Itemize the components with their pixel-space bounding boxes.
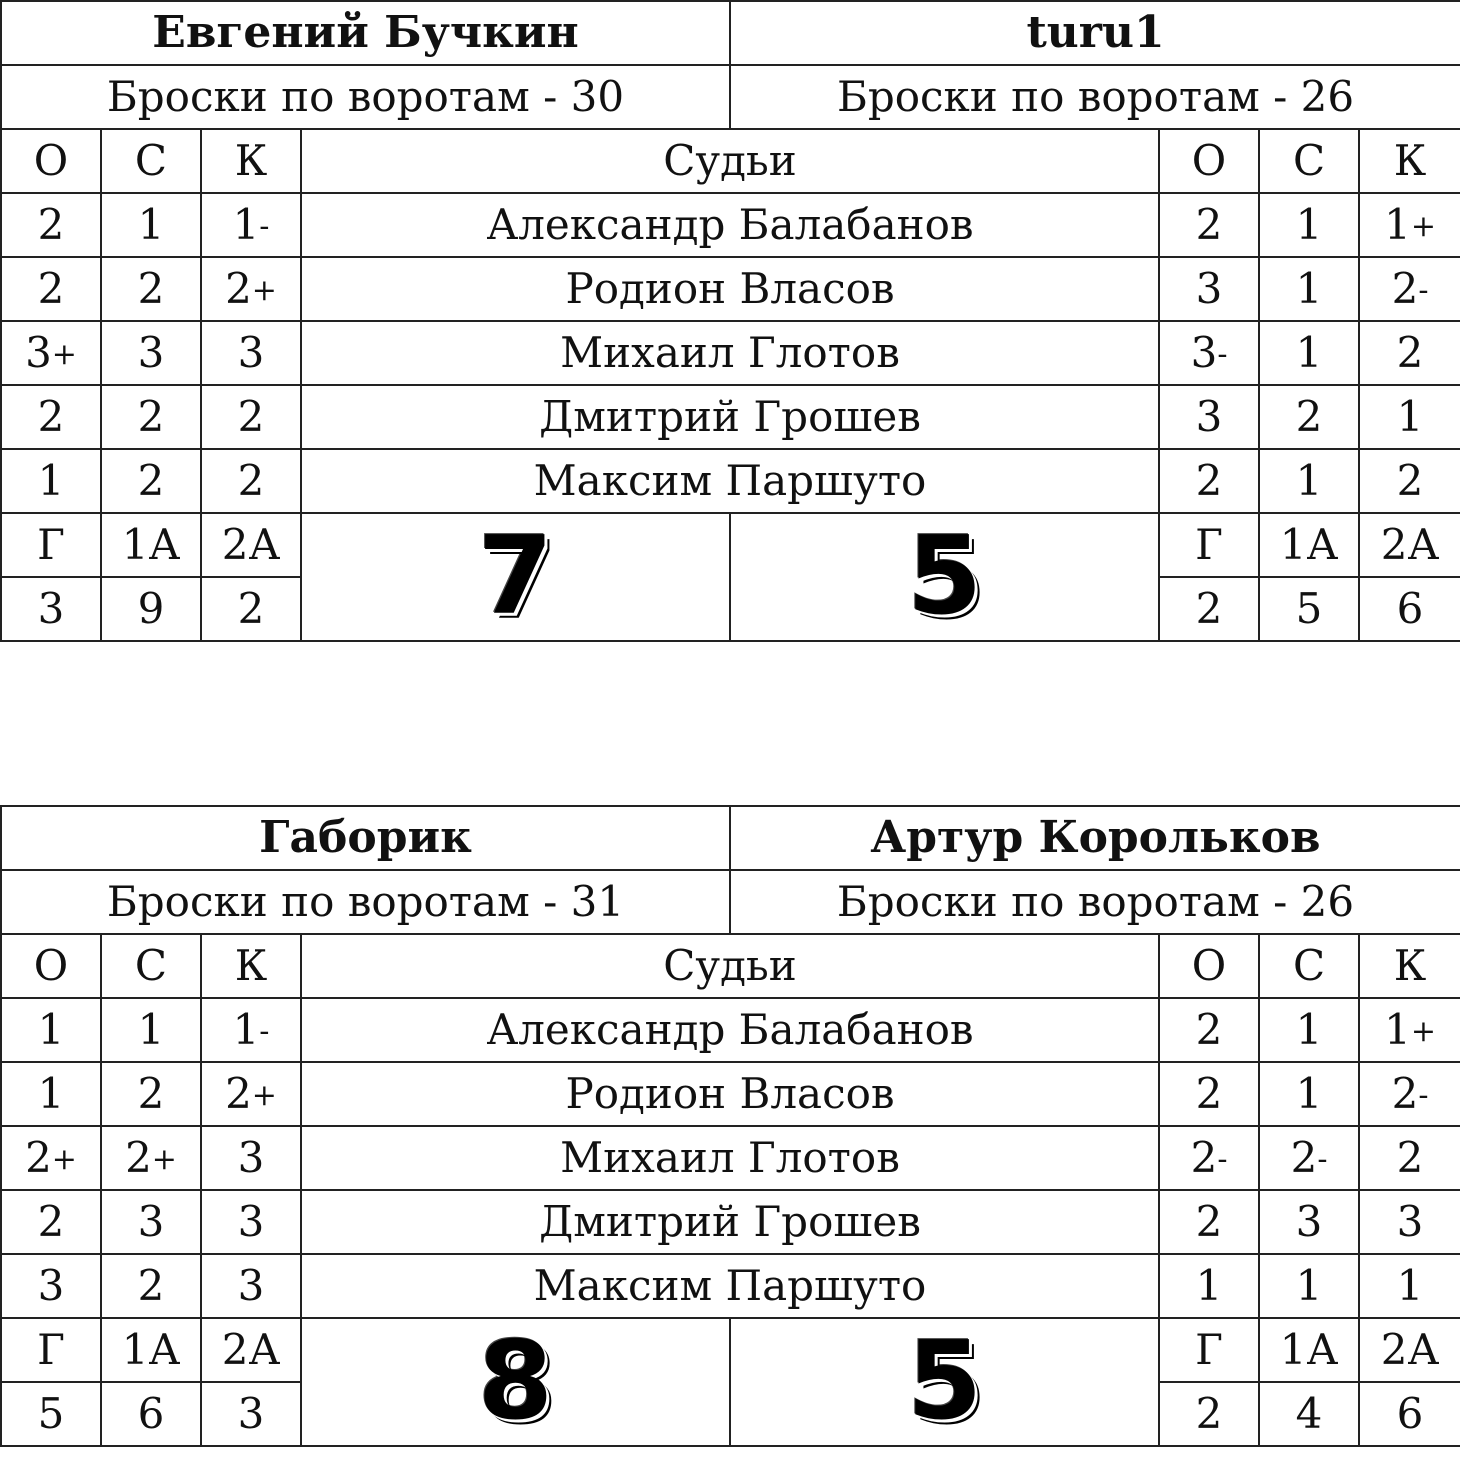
summary-label: 2А	[1359, 1318, 1460, 1382]
grade-cell: 2	[101, 385, 201, 449]
match-card-1	[0, 0, 1460, 642]
grade-modifier: +	[51, 337, 77, 372]
grade-cell: 2	[1359, 449, 1460, 513]
summary-value: 2	[1159, 577, 1259, 641]
grade-cell: 3-	[1159, 321, 1259, 385]
summary-value: 3	[1, 577, 101, 641]
judge-name: Дмитрий Грошев	[301, 1190, 1159, 1254]
summary-label: Г	[1, 1318, 101, 1382]
judge-name: Родион Власов	[301, 1062, 1159, 1126]
grade-cell: 1	[1159, 1254, 1259, 1318]
right-col-header: С	[1259, 129, 1359, 193]
summary-value: 2	[201, 577, 301, 641]
grade-modifier: -	[1317, 1142, 1328, 1177]
grade-cell: 2	[1359, 321, 1460, 385]
grade-cell: 1	[1259, 321, 1359, 385]
match-card-2	[0, 805, 1460, 1447]
summary-label: 2А	[201, 1318, 301, 1382]
right-player-name: turu1	[730, 1, 1460, 65]
judge-name: Родион Власов	[301, 257, 1159, 321]
grade-cell: 3	[201, 1254, 301, 1318]
grade-cell: 3+	[1, 321, 101, 385]
grade-modifier: +	[1410, 1014, 1436, 1049]
grade-cell: 2-	[1159, 1126, 1259, 1190]
grade-cell: 2	[101, 257, 201, 321]
left-col-header: С	[101, 129, 201, 193]
left-col-header: С	[101, 934, 201, 998]
summary-label: Г	[1159, 513, 1259, 577]
summary-label: 1А	[1259, 513, 1359, 577]
left-player-name: Габорик	[1, 806, 730, 870]
grade-cell: 2	[101, 1254, 201, 1318]
grade-cell: 2	[1159, 998, 1259, 1062]
left-col-header: К	[201, 934, 301, 998]
grade-cell: 2	[201, 449, 301, 513]
grade-cell: 2	[101, 1062, 201, 1126]
grade-cell: 2+	[101, 1126, 201, 1190]
judges-header: Судьи	[301, 934, 1159, 998]
judge-name: Александр Балабанов	[301, 193, 1159, 257]
grade-cell: 2-	[1359, 1062, 1460, 1126]
judge-name: Михаил Глотов	[301, 1126, 1159, 1190]
left-shots-on-goal: Броски по воротам - 30	[1, 65, 730, 129]
grade-cell: 1	[1, 1062, 101, 1126]
left-col-header: О	[1, 934, 101, 998]
right-col-header: К	[1359, 934, 1460, 998]
summary-value: 5	[1259, 577, 1359, 641]
grade-cell: 2	[1, 385, 101, 449]
grade-cell: 2-	[1259, 1126, 1359, 1190]
summary-value: 6	[1359, 1382, 1460, 1446]
grade-cell: 1	[1259, 257, 1359, 321]
judge-name: Максим Паршуто	[301, 449, 1159, 513]
grade-cell: 1-	[201, 193, 301, 257]
summary-label: Г	[1, 513, 101, 577]
judge-row	[1, 998, 1460, 1062]
left-col-header: К	[201, 129, 301, 193]
grade-modifier: +	[151, 1142, 177, 1177]
grade-cell: 1	[1259, 193, 1359, 257]
grade-cell: 2	[1159, 1062, 1259, 1126]
grade-cell: 2	[1159, 449, 1259, 513]
judge-row	[1, 1062, 1460, 1126]
grade-cell: 2	[1, 257, 101, 321]
left-shots-on-goal: Броски по воротам - 31	[1, 870, 730, 934]
grade-cell: 1+	[1359, 193, 1460, 257]
left-player-name: Евгений Бучкин	[1, 1, 730, 65]
judge-row	[1, 257, 1460, 321]
summary-value: 4	[1259, 1382, 1359, 1446]
grade-cell: 3	[101, 1190, 201, 1254]
summary-value: 2	[1159, 1382, 1259, 1446]
right-col-header: С	[1259, 934, 1359, 998]
right-total-score: 5	[730, 1318, 1159, 1446]
grade-cell: 2+	[201, 257, 301, 321]
grade-cell: 3	[201, 1126, 301, 1190]
grade-modifier: +	[251, 273, 277, 308]
judge-name: Александр Балабанов	[301, 998, 1159, 1062]
match-table	[0, 0, 1460, 642]
grade-cell: 3	[1359, 1190, 1460, 1254]
judge-row	[1, 193, 1460, 257]
summary-value: 9	[101, 577, 201, 641]
grade-cell: 2	[1359, 1126, 1460, 1190]
grade-cell: 1	[1, 998, 101, 1062]
judge-name: Михаил Глотов	[301, 321, 1159, 385]
grade-cell: 3	[201, 1190, 301, 1254]
judge-row	[1, 1126, 1460, 1190]
judge-name: Максим Паршуто	[301, 1254, 1159, 1318]
grade-cell: 1+	[1359, 998, 1460, 1062]
grade-cell: 2-	[1359, 257, 1460, 321]
left-total-score: 7	[301, 513, 730, 641]
summary-value: 5	[1, 1382, 101, 1446]
summary-label: 1А	[101, 513, 201, 577]
judge-row	[1, 385, 1460, 449]
grade-modifier: +	[251, 1078, 277, 1113]
left-col-header: О	[1, 129, 101, 193]
right-col-header: О	[1159, 129, 1259, 193]
grade-cell: 1	[1259, 1254, 1359, 1318]
grade-cell: 2	[1159, 193, 1259, 257]
grade-cell: 1	[101, 193, 201, 257]
grade-modifier: -	[259, 1014, 270, 1049]
grade-modifier: -	[259, 209, 270, 244]
grade-modifier: +	[51, 1142, 77, 1177]
right-total-score: 5	[730, 513, 1159, 641]
judge-name: Дмитрий Грошев	[301, 385, 1159, 449]
right-col-header: О	[1159, 934, 1259, 998]
summary-label: 1А	[101, 1318, 201, 1382]
grade-cell: 3	[1259, 1190, 1359, 1254]
grade-cell: 2+	[201, 1062, 301, 1126]
grade-modifier: -	[1418, 273, 1429, 308]
judges-header: Судьи	[301, 129, 1159, 193]
left-total-score: 8	[301, 1318, 730, 1446]
summary-label: 2А	[201, 513, 301, 577]
grade-cell: 3	[1159, 257, 1259, 321]
summary-label: 1А	[1259, 1318, 1359, 1382]
grade-cell: 1	[1359, 385, 1460, 449]
summary-value: 6	[1359, 577, 1460, 641]
grade-cell: 2	[1259, 385, 1359, 449]
grade-cell: 3	[101, 321, 201, 385]
grade-cell: 3	[1, 1254, 101, 1318]
grade-cell: 1	[1259, 998, 1359, 1062]
judge-row	[1, 449, 1460, 513]
grade-cell: 3	[1159, 385, 1259, 449]
summary-label: Г	[1159, 1318, 1259, 1382]
summary-value: 6	[101, 1382, 201, 1446]
right-shots-on-goal: Броски по воротам - 26	[730, 870, 1460, 934]
right-player-name: Артур Корольков	[730, 806, 1460, 870]
grade-cell: 1	[1359, 1254, 1460, 1318]
grade-cell: 1-	[201, 998, 301, 1062]
grade-modifier: -	[1418, 1078, 1429, 1113]
grade-cell: 3	[201, 321, 301, 385]
grade-modifier: +	[1410, 209, 1436, 244]
judge-row	[1, 321, 1460, 385]
grade-cell: 1	[1, 449, 101, 513]
grade-modifier: -	[1217, 1142, 1228, 1177]
grade-modifier: -	[1217, 337, 1228, 372]
right-col-header: К	[1359, 129, 1460, 193]
judge-row	[1, 1190, 1460, 1254]
grade-cell: 2	[1159, 1190, 1259, 1254]
match-table	[0, 805, 1460, 1447]
right-shots-on-goal: Броски по воротам - 26	[730, 65, 1460, 129]
grade-cell: 2+	[1, 1126, 101, 1190]
summary-value: 3	[201, 1382, 301, 1446]
grade-cell: 1	[1259, 1062, 1359, 1126]
grade-cell: 1	[101, 998, 201, 1062]
grade-cell: 2	[101, 449, 201, 513]
summary-label: 2А	[1359, 513, 1460, 577]
grade-cell: 2	[1, 193, 101, 257]
grade-cell: 2	[1, 1190, 101, 1254]
judge-row	[1, 1254, 1460, 1318]
grade-cell: 2	[201, 385, 301, 449]
grade-cell: 1	[1259, 449, 1359, 513]
